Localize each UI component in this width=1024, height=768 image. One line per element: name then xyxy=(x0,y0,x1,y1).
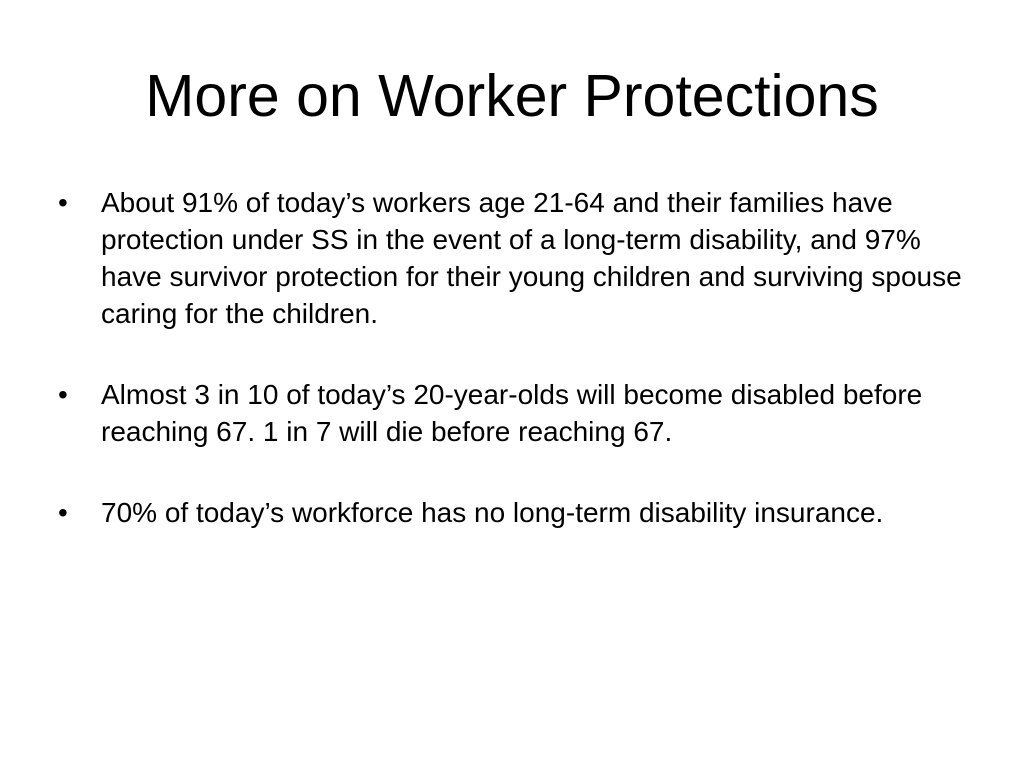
bullet-icon: • xyxy=(58,187,68,218)
bullet-text: 70% of today’s workforce has no long-term disability insurance. xyxy=(101,497,884,528)
bullet-text: About 91% of today’s workers age 21-64 and their families have protection under SS in the event of a long-term disability, and 97% have survivor protection for their young children and surviving spouse caring for the children. xyxy=(101,187,962,329)
bullet-list xyxy=(58,184,968,531)
bullet-text: Almost 3 in 10 of today’s 20-year-olds will become disabled before reaching 67. 1 in 7 will die before reaching 67. xyxy=(101,379,923,447)
bullet-item xyxy=(58,184,968,332)
slide-title: More on Worker Protections xyxy=(145,63,879,129)
bullet-icon: • xyxy=(58,497,68,528)
bullet-item xyxy=(58,494,968,531)
bullet-item xyxy=(58,376,968,450)
bullet-icon: • xyxy=(58,379,68,410)
